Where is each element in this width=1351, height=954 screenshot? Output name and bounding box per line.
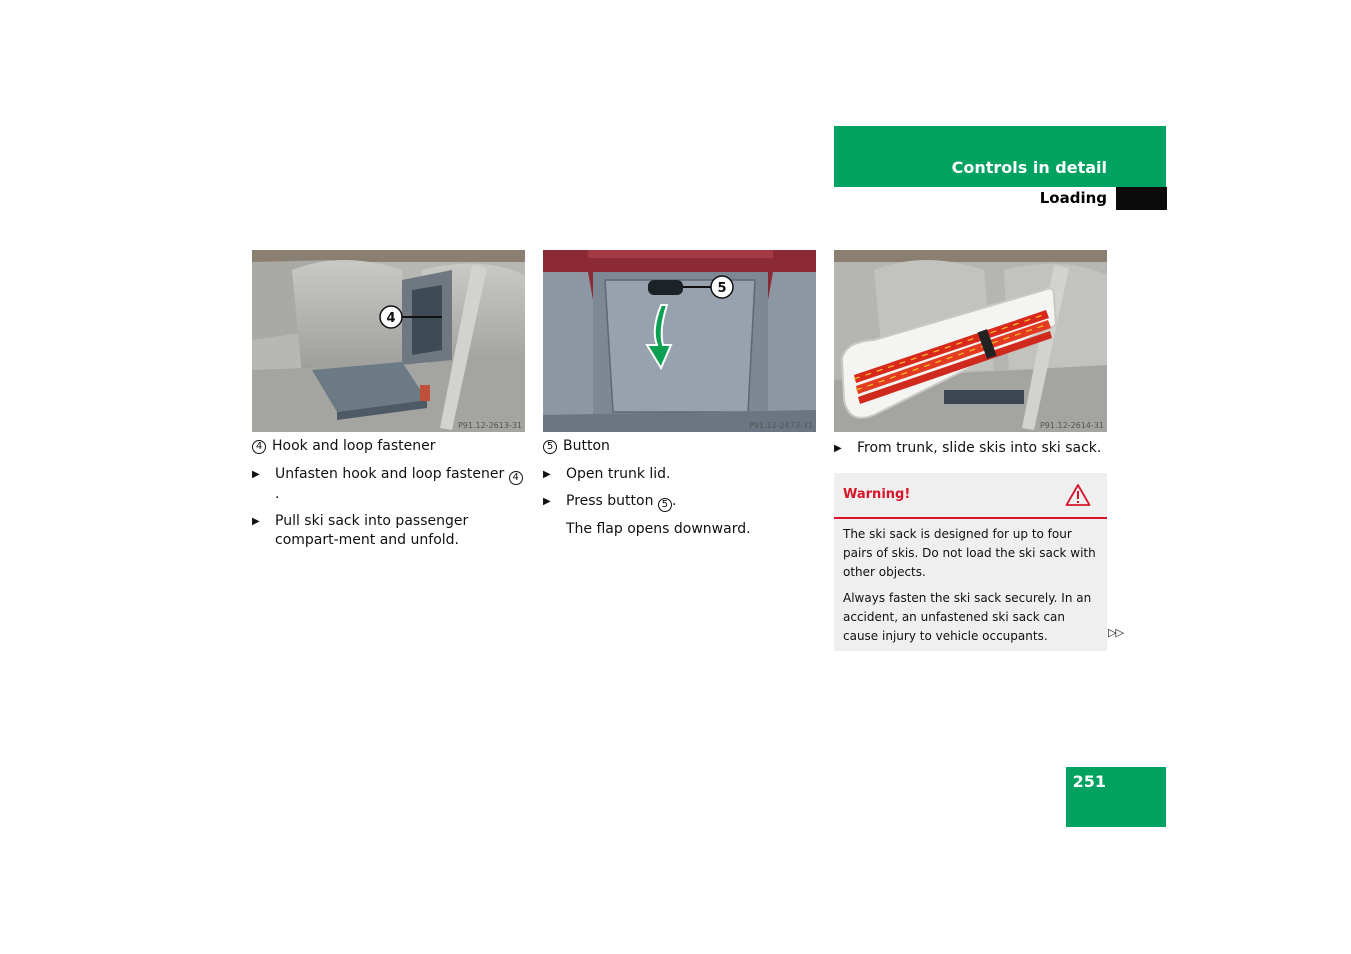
result-text: The flap opens downward.	[566, 521, 751, 537]
warning-paragraph: The ski sack is designed for up to four pairs of skis. Do not load the ski sack with other objects.	[843, 527, 1096, 579]
instruction-step	[543, 465, 816, 484]
figure-trunk-button	[543, 250, 816, 432]
column-3	[834, 439, 1107, 458]
figure-code: P91.12-2613-31	[457, 421, 522, 430]
step-text: Press button	[566, 493, 658, 509]
callout-number: 5	[543, 440, 557, 454]
instruction-step	[252, 512, 525, 550]
warning-title: Warning!	[843, 487, 911, 502]
header-black-tab	[1116, 187, 1167, 210]
instruction-step	[252, 465, 525, 504]
bullet-triangle-icon: ▶	[543, 469, 551, 480]
warning-triangle-icon	[1065, 483, 1091, 507]
bullet-triangle-icon: ▶	[252, 516, 260, 527]
callout-5: 5	[717, 281, 727, 296]
warning-paragraph: Always fasten the ski sack securely. In an accident, an unfastened ski sack can cause injury to vehicle occupants.	[843, 591, 1092, 643]
bullet-triangle-icon: ▶	[834, 443, 842, 454]
step-text: Pull ski sack into passenger compart-ment and unfold.	[275, 513, 469, 548]
instruction-step	[834, 439, 1107, 458]
figure-skis-in-sack	[834, 250, 1107, 432]
bullet-triangle-icon: ▶	[543, 496, 551, 507]
callout-4: 4	[386, 311, 396, 326]
column-2	[543, 437, 816, 539]
bullet-triangle-icon: ▶	[252, 469, 260, 480]
figure-rear-seat-fastener	[252, 250, 525, 432]
legend-label: Button	[563, 438, 610, 454]
step-text: Open trunk lid.	[566, 466, 671, 482]
subsection-title: Loading	[1039, 189, 1107, 207]
warning-header	[834, 473, 1107, 519]
header-green-bar	[834, 126, 1166, 187]
callout-ref: 5	[658, 498, 672, 512]
page-number: 251	[1072, 772, 1106, 791]
figure-code: P91.12-2614-31	[1039, 421, 1104, 430]
instruction-step	[543, 492, 816, 512]
legend-label: Hook and loop fastener	[272, 438, 436, 454]
step-text-end: .	[671, 493, 677, 509]
warning-box	[834, 473, 1107, 651]
step-text-end: .	[275, 486, 280, 502]
legend-item	[543, 437, 816, 456]
column-1	[252, 437, 525, 550]
section-title: Controls in detail	[951, 158, 1107, 177]
figure-code: P91.12-2473-31	[748, 421, 813, 430]
callout-number: 4	[252, 440, 266, 454]
legend-item	[252, 437, 525, 456]
step-text: Unfasten hook and loop fastener	[275, 466, 509, 482]
callout-ref: 4	[509, 471, 523, 485]
step-text: From trunk, slide skis into ski sack.	[857, 440, 1102, 456]
continued-arrows-icon: ▷▷	[1108, 626, 1123, 639]
